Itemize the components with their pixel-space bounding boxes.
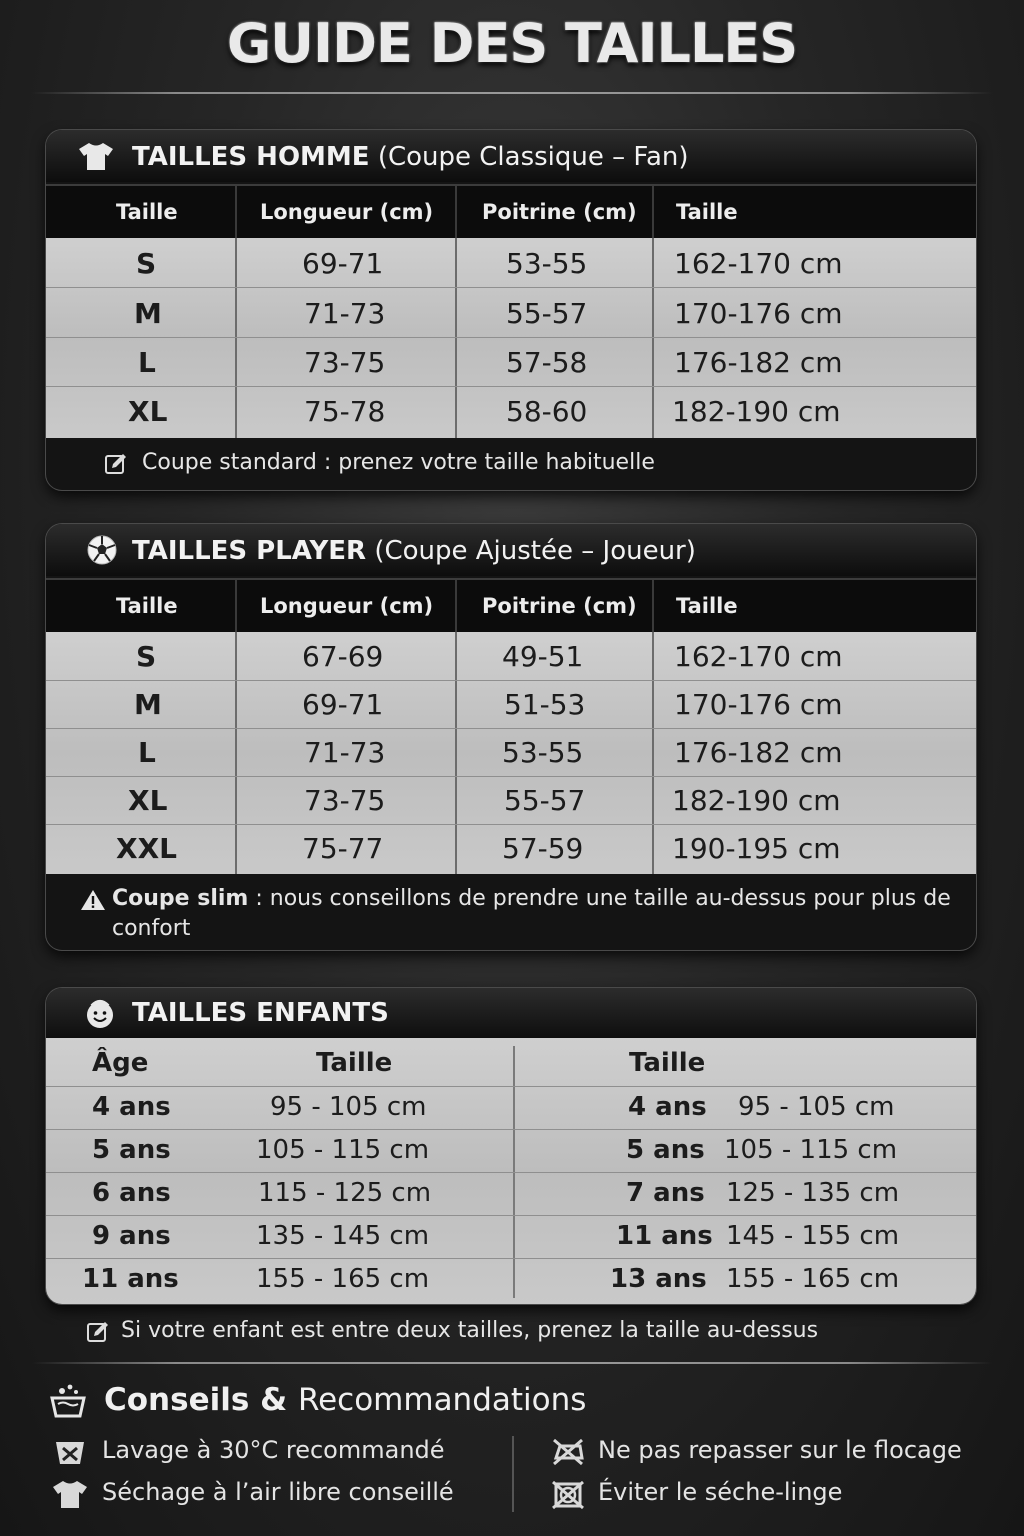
tip-lavage: Lavage à 30°C recommandé bbox=[102, 1436, 445, 1464]
warning-icon bbox=[80, 888, 106, 912]
col-taille-cm: Taille bbox=[676, 594, 738, 618]
tip-sechage: Séchage à l’air libre conseillé bbox=[102, 1478, 454, 1506]
table-row: XL 75-78 58-60 182-190 cm bbox=[128, 395, 841, 428]
table-row: L 71-73 53-55 176-182 cm bbox=[46, 729, 976, 777]
pencil-note-icon bbox=[104, 452, 128, 476]
col-taille: Taille bbox=[316, 1048, 393, 1078]
table-row: XL 73-75 55-57 182-190 cm bbox=[46, 777, 976, 825]
col-poitrine: Poitrine (cm) bbox=[482, 594, 637, 618]
tip-seche-linge: Éviter le séche-linge bbox=[598, 1478, 843, 1506]
homme-title-bar bbox=[46, 130, 976, 182]
no-tumble-dry-icon bbox=[550, 1480, 586, 1510]
conseils-title: Conseils & Recommandations bbox=[104, 1382, 587, 1418]
enfants-note: Si votre enfant est entre deux tailles, prenez la taille au-dessus bbox=[121, 1318, 819, 1343]
enfants-title-bar bbox=[46, 988, 976, 1040]
divider bbox=[512, 1436, 514, 1512]
table-row: 5 ans 105 - 115 cm 5 ans 105 - 115 cm bbox=[46, 1130, 976, 1173]
no-iron-icon bbox=[550, 1436, 586, 1466]
table-row: M 71-73 55-57 170-176 cm bbox=[46, 288, 976, 338]
divider bbox=[32, 92, 992, 94]
football-icon bbox=[82, 534, 122, 566]
tshirt-dry-icon bbox=[50, 1478, 90, 1510]
table-header bbox=[46, 1038, 976, 1087]
homme-panel bbox=[46, 130, 976, 490]
tip-repasser: Ne pas repasser sur le flocage bbox=[598, 1436, 962, 1464]
col-longueur: Longueur (cm) bbox=[260, 594, 434, 618]
divider bbox=[32, 1362, 992, 1364]
table-row: 11 ans 155 - 165 cm 13 ans 155 - 165 cm bbox=[82, 1264, 900, 1294]
col-age: Âge bbox=[92, 1048, 149, 1078]
table-row: S 67-69 49-51 162-170 cm bbox=[46, 632, 976, 681]
player-title-bar bbox=[46, 524, 976, 576]
player-table bbox=[46, 632, 976, 874]
table-row: 4 ans 95 - 105 cm 4 ans 95 - 105 cm bbox=[46, 1087, 976, 1130]
enfants-title: TAILLES ENFANTS bbox=[132, 998, 389, 1028]
homme-title: TAILLES HOMME (Coupe Classique – Fan) bbox=[132, 142, 689, 172]
table-row: XXL 75-77 57-59 190-195 cm bbox=[116, 832, 841, 865]
col-taille: Taille bbox=[116, 594, 178, 618]
laundry-basin-icon bbox=[48, 1382, 88, 1420]
wash-30-icon bbox=[54, 1436, 86, 1466]
col-taille-right: Taille bbox=[629, 1048, 706, 1078]
table-row: M 69-71 51-53 170-176 cm bbox=[46, 681, 976, 729]
tshirt-icon bbox=[76, 140, 116, 172]
table-row: 9 ans 135 - 145 cm 11 ans 145 - 155 cm bbox=[46, 1216, 976, 1259]
table-row: 6 ans 115 - 125 cm 7 ans 125 - 135 cm bbox=[46, 1173, 976, 1216]
table-row: S 69-71 53-55 162-170 cm bbox=[46, 238, 976, 288]
page-title: GUIDE DES TAILLES bbox=[226, 12, 798, 75]
homme-note: Coupe standard : prenez votre taille habituelle bbox=[142, 450, 655, 475]
col-taille: Taille bbox=[116, 200, 178, 224]
table-row: L 73-75 57-58 176-182 cm bbox=[46, 338, 976, 387]
col-longueur: Longueur (cm) bbox=[260, 200, 434, 224]
player-panel bbox=[46, 524, 976, 950]
player-note: Coupe slim : nous conseillons de prendre une taille au-dessus pour plus de bbox=[112, 886, 951, 911]
player-title: TAILLES PLAYER (Coupe Ajustée – Joueur) bbox=[132, 536, 696, 566]
player-table-header bbox=[46, 578, 976, 632]
homme-table bbox=[46, 238, 976, 438]
pencil-note-icon bbox=[86, 1320, 110, 1344]
col-taille-cm: Taille bbox=[676, 200, 738, 224]
child-face-icon bbox=[80, 998, 120, 1030]
player-note-line2: confort bbox=[112, 916, 191, 941]
enfants-panel bbox=[46, 988, 976, 1304]
col-poitrine: Poitrine (cm) bbox=[482, 200, 637, 224]
enfants-table bbox=[46, 1038, 976, 1304]
homme-table-header bbox=[46, 184, 976, 238]
